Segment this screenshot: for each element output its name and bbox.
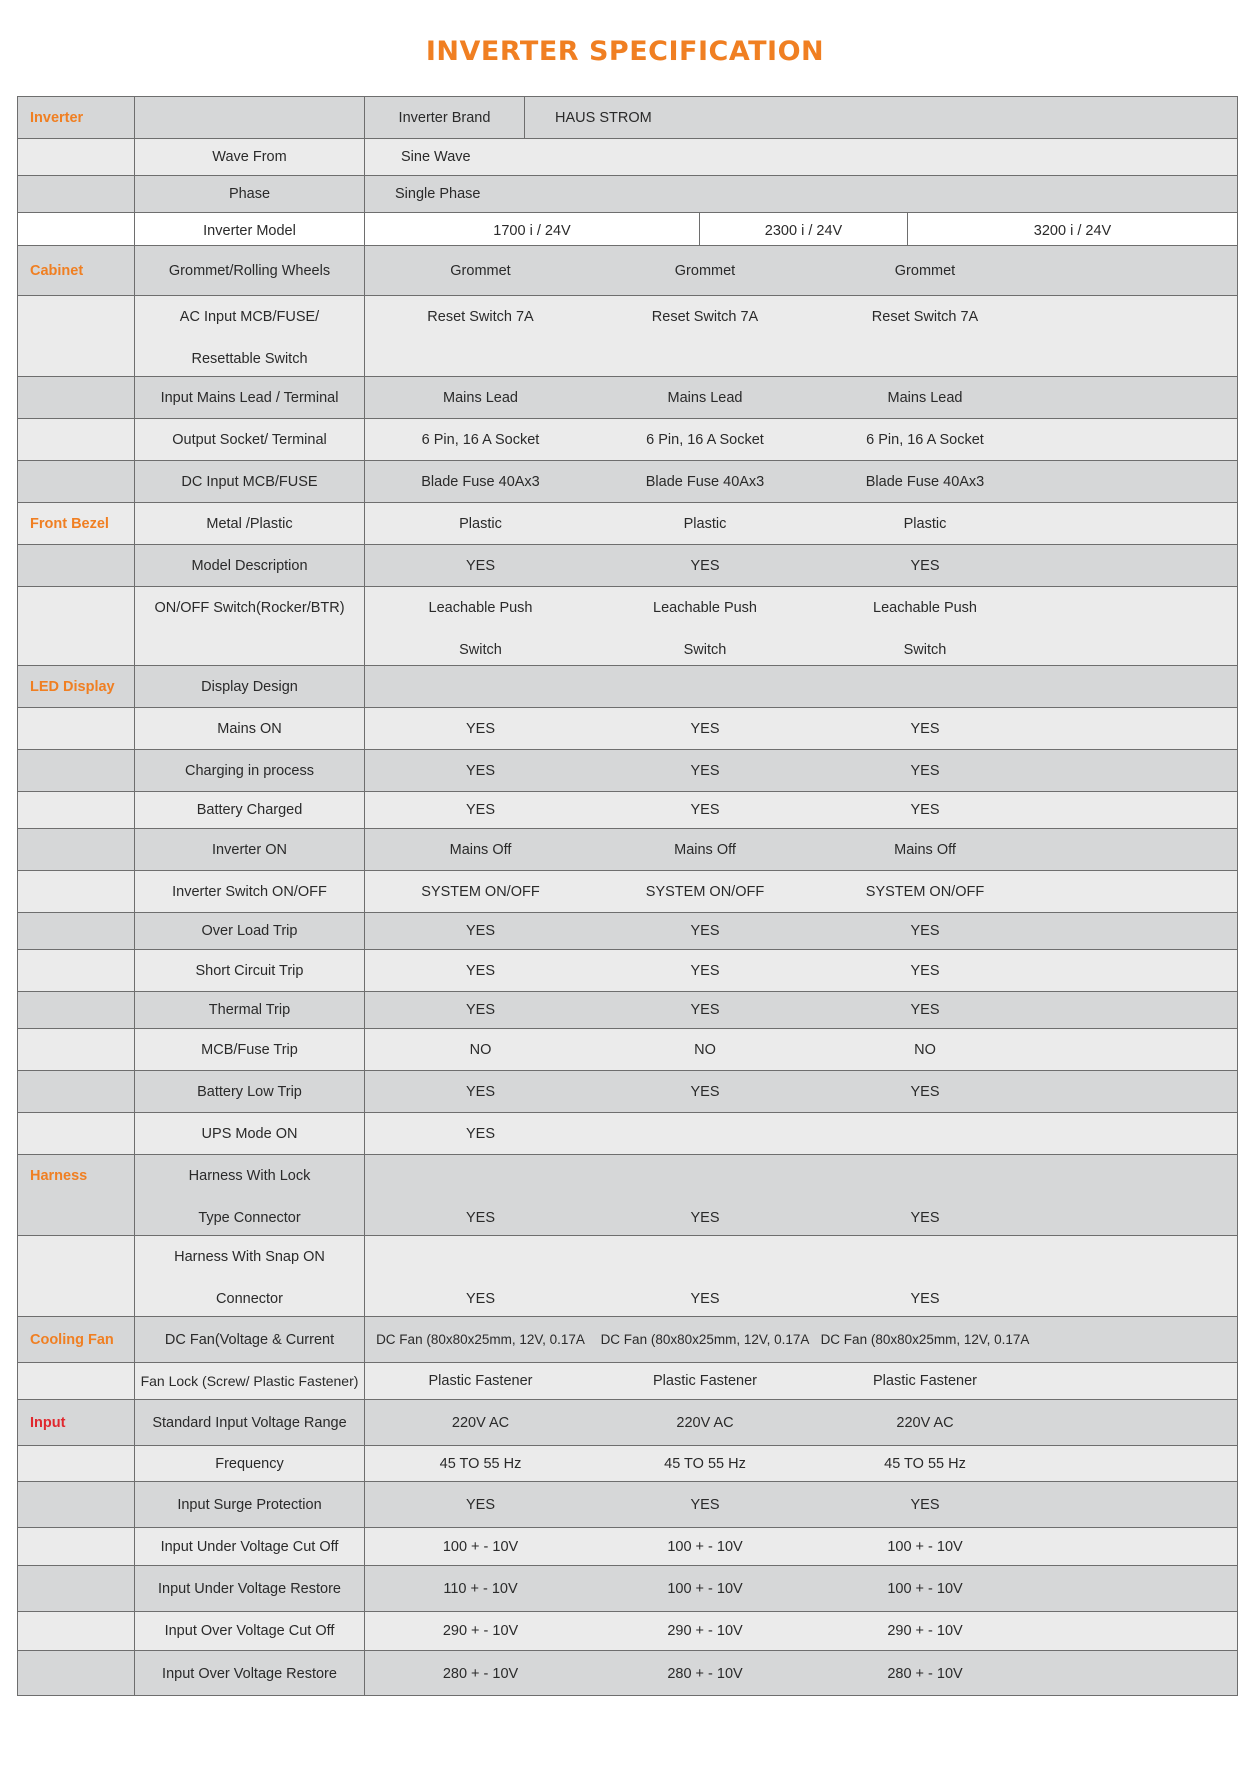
table-row bbox=[18, 1154, 1237, 1235]
section-label bbox=[18, 1651, 134, 1695]
table-row bbox=[18, 749, 1237, 791]
feature-label: Output Socket/ Terminal bbox=[134, 419, 364, 460]
value-2300: Plastic Fastener bbox=[653, 1373, 757, 1389]
section-label: Input bbox=[30, 1415, 66, 1431]
section-label bbox=[18, 950, 134, 991]
value-2300: YES bbox=[690, 558, 720, 574]
feature-label: Over Load Trip bbox=[134, 913, 364, 949]
model-3200: 3200 i / 24V bbox=[907, 213, 1237, 245]
value-line-1: Leachable Push bbox=[428, 600, 533, 616]
feature-label: Input Under Voltage Restore bbox=[134, 1566, 364, 1611]
table-row bbox=[18, 991, 1237, 1028]
value-line-2: Switch bbox=[459, 642, 502, 658]
value-3200: YES bbox=[910, 1497, 940, 1513]
table-row bbox=[18, 912, 1237, 949]
table-row bbox=[18, 1527, 1237, 1565]
value-line-2: YES bbox=[465, 1210, 495, 1226]
feature-label: Input Over Voltage Restore bbox=[134, 1651, 364, 1695]
value-line-1 bbox=[596, 1155, 814, 1197]
table-row bbox=[18, 1070, 1237, 1112]
feature-label bbox=[134, 296, 364, 376]
value-3200: 45 TO 55 Hz bbox=[884, 1456, 966, 1472]
table-row bbox=[18, 791, 1237, 828]
feature-line-1: AC Input MCB/FUSE/ bbox=[179, 309, 320, 325]
feature-label: Battery Low Trip bbox=[134, 1071, 364, 1112]
section-label bbox=[18, 213, 134, 245]
value-1700: YES bbox=[364, 1071, 596, 1112]
value-line-1 bbox=[365, 1155, 596, 1197]
value-2300: 6 Pin, 16 A Socket bbox=[646, 432, 764, 448]
value-3200: 290 + - 10V bbox=[887, 1623, 963, 1639]
feature-line-1: Harness With Snap ON bbox=[174, 1249, 325, 1265]
feature-label: Grommet/Rolling Wheels bbox=[134, 246, 364, 295]
feature-label: Input Mains Lead / Terminal bbox=[134, 377, 364, 418]
value-1700: 100 + - 10V bbox=[364, 1528, 596, 1565]
model-2300: 2300 i / 24V bbox=[699, 213, 907, 245]
table-row bbox=[18, 1481, 1237, 1527]
value-1700 bbox=[364, 587, 596, 665]
section-label bbox=[18, 377, 134, 418]
value-1700: YES bbox=[364, 545, 596, 586]
section-label: LED Display bbox=[30, 679, 115, 695]
value-2300: YES bbox=[690, 802, 720, 818]
feature-value: Single Phase bbox=[364, 176, 1237, 212]
value-2300: 220V AC bbox=[676, 1415, 734, 1431]
value-2300: 45 TO 55 Hz bbox=[664, 1456, 746, 1472]
value-3200: Mains Lead bbox=[887, 390, 963, 406]
value-3200: 280 + - 10V bbox=[887, 1666, 963, 1682]
table-row bbox=[18, 1611, 1237, 1650]
value-2300: YES bbox=[690, 1002, 720, 1018]
value-3200: SYSTEM ON/OFF bbox=[865, 884, 985, 900]
feature-label: Charging in process bbox=[134, 750, 364, 791]
feature-label: Standard Input Voltage Range bbox=[134, 1400, 364, 1445]
feature-label: Inverter Switch ON/OFF bbox=[134, 871, 364, 912]
section-label: Front Bezel bbox=[30, 516, 109, 532]
value-1700: 220V AC bbox=[364, 1400, 596, 1445]
feature-label bbox=[134, 1236, 364, 1316]
value-1700 bbox=[364, 1236, 596, 1316]
value-line-1: Leachable Push bbox=[653, 600, 757, 616]
value-2300: 290 + - 10V bbox=[667, 1623, 743, 1639]
value-3200: 100 + - 10V bbox=[887, 1539, 963, 1555]
value-1700: 110 + - 10V bbox=[364, 1566, 596, 1611]
value-3200: 6 Pin, 16 A Socket bbox=[866, 432, 984, 448]
value-2300 bbox=[596, 1155, 814, 1235]
value-1700: YES bbox=[364, 950, 596, 991]
model-1700: 1700 i / 24V bbox=[364, 213, 699, 245]
value-2300: Grommet bbox=[674, 263, 736, 279]
value-line-2: YES bbox=[910, 1210, 940, 1226]
value-1700: YES bbox=[364, 792, 596, 828]
value-1700: Mains Lead bbox=[364, 377, 596, 418]
value-3200: Reset Switch 7A bbox=[871, 309, 979, 325]
feature-label: Input Surge Protection bbox=[134, 1482, 364, 1527]
value-1700: NO bbox=[364, 1029, 596, 1070]
table-row bbox=[18, 544, 1237, 586]
table-row bbox=[18, 502, 1237, 544]
value-1700: YES bbox=[364, 750, 596, 791]
value-2300: DC Fan (80x80x25mm, 12V, 0.17A bbox=[600, 1332, 810, 1347]
table-row bbox=[18, 138, 1237, 175]
section-label bbox=[18, 792, 134, 828]
value-2300: Mains Lead bbox=[667, 390, 743, 406]
value-1700: 290 + - 10V bbox=[364, 1612, 596, 1650]
section-label bbox=[18, 1446, 134, 1481]
value-3200: 100 + - 10V bbox=[887, 1581, 963, 1597]
table-row bbox=[18, 175, 1237, 212]
value-2300: Blade Fuse 40Ax3 bbox=[645, 474, 765, 490]
feature-value bbox=[364, 666, 1237, 707]
table-row bbox=[18, 1362, 1237, 1399]
feature-label: Input Over Voltage Cut Off bbox=[134, 1612, 364, 1650]
value-3200: YES bbox=[910, 1084, 940, 1100]
value-3200 bbox=[814, 1155, 1036, 1235]
value-2300: YES bbox=[690, 923, 720, 939]
feature-label: ON/OFF Switch(Rocker/BTR) bbox=[134, 587, 364, 665]
feature-line-1: Harness With Lock bbox=[188, 1168, 311, 1184]
value-line-1 bbox=[814, 1155, 1036, 1197]
table-row bbox=[18, 96, 1237, 138]
section-label bbox=[18, 1566, 134, 1611]
value-2300: YES bbox=[690, 1084, 720, 1100]
feature-label: Short Circuit Trip bbox=[134, 950, 364, 991]
value-3200: YES bbox=[910, 1002, 940, 1018]
section-label bbox=[18, 587, 134, 665]
feature-label bbox=[134, 97, 364, 138]
section-label bbox=[18, 871, 134, 912]
value-line-2: Switch bbox=[903, 642, 947, 658]
table-row bbox=[18, 1445, 1237, 1481]
value-line-2: YES bbox=[910, 1291, 940, 1307]
value-3200: Grommet bbox=[894, 263, 956, 279]
value-2300: 280 + - 10V bbox=[667, 1666, 743, 1682]
value-3200 bbox=[814, 587, 1036, 665]
value-line-2: Switch bbox=[683, 642, 727, 658]
value-3200: Plastic bbox=[903, 516, 947, 532]
table-row bbox=[18, 460, 1237, 502]
value-3200 bbox=[814, 1113, 1036, 1154]
value-2300: YES bbox=[690, 721, 720, 737]
feature-label: Inverter ON bbox=[134, 829, 364, 870]
section-label: Cabinet bbox=[30, 263, 84, 279]
feature-label: Wave From bbox=[134, 139, 364, 175]
section-label bbox=[18, 1071, 134, 1112]
feature-label: Model Description bbox=[134, 545, 364, 586]
table-row bbox=[18, 1316, 1237, 1362]
section-label bbox=[18, 1612, 134, 1650]
table-row bbox=[18, 707, 1237, 749]
table-row bbox=[18, 1650, 1237, 1696]
section-label bbox=[18, 1528, 134, 1565]
table-row bbox=[18, 1235, 1237, 1316]
table-row bbox=[18, 949, 1237, 991]
table-row bbox=[18, 665, 1237, 707]
feature-label: Display Design bbox=[134, 666, 364, 707]
value-3200: YES bbox=[910, 763, 940, 779]
value-1700: Plastic bbox=[364, 503, 596, 544]
value-1700: Grommet bbox=[364, 246, 596, 295]
feature-label: Fan Lock (Screw/ Plastic Fastener) bbox=[134, 1363, 364, 1399]
feature-label: MCB/Fuse Trip bbox=[134, 1029, 364, 1070]
value-3200: Blade Fuse 40Ax3 bbox=[865, 474, 985, 490]
feature-line-2: Resettable Switch bbox=[191, 351, 308, 367]
brand-value: HAUS STROM bbox=[524, 97, 1237, 138]
section-label bbox=[18, 139, 134, 175]
value-2300: NO bbox=[694, 1042, 716, 1058]
value-1700: YES bbox=[364, 1482, 596, 1527]
section-label bbox=[18, 992, 134, 1028]
feature-label: Mains ON bbox=[134, 708, 364, 749]
value-1700: 6 Pin, 16 A Socket bbox=[364, 419, 596, 460]
value-3200: YES bbox=[910, 802, 940, 818]
value-3200: DC Fan (80x80x25mm, 12V, 0.17A bbox=[820, 1332, 1030, 1347]
table-row bbox=[18, 245, 1237, 295]
table-row bbox=[18, 212, 1237, 245]
value-2300: YES bbox=[690, 1497, 720, 1513]
feature-label: Frequency bbox=[134, 1446, 364, 1481]
section-label bbox=[18, 829, 134, 870]
value-3200: YES bbox=[910, 558, 940, 574]
table-row bbox=[18, 586, 1237, 665]
feature-label: DC Input MCB/FUSE bbox=[134, 461, 364, 502]
value-1700: DC Fan (80x80x25mm, 12V, 0.17A bbox=[364, 1317, 596, 1362]
value-2300 bbox=[596, 1113, 814, 1154]
value-2300: Plastic bbox=[683, 516, 727, 532]
value-1700: Plastic Fastener bbox=[364, 1363, 596, 1399]
feature-label: Phase bbox=[134, 176, 364, 212]
value-1700: YES bbox=[364, 992, 596, 1028]
value-3200: Plastic Fastener bbox=[873, 1373, 977, 1389]
value-3200: Mains Off bbox=[894, 842, 956, 858]
feature-label: Battery Charged bbox=[134, 792, 364, 828]
value-2300: YES bbox=[690, 763, 720, 779]
value-1700: Blade Fuse 40Ax3 bbox=[364, 461, 596, 502]
spec-table bbox=[17, 96, 1238, 1696]
feature-label: Thermal Trip bbox=[134, 992, 364, 1028]
feature-label: Inverter Model bbox=[134, 213, 364, 245]
value-2300: Mains Off bbox=[674, 842, 736, 858]
section-label bbox=[18, 750, 134, 791]
feature-label: Input Under Voltage Cut Off bbox=[134, 1528, 364, 1565]
section-label bbox=[18, 296, 134, 376]
table-row bbox=[18, 418, 1237, 460]
value-line-1 bbox=[814, 1236, 1036, 1278]
section-label bbox=[18, 913, 134, 949]
table-row bbox=[18, 828, 1237, 870]
value-2300 bbox=[596, 587, 814, 665]
value-line-2: YES bbox=[465, 1291, 495, 1307]
value-3200: YES bbox=[910, 963, 940, 979]
feature-value: Sine Wave bbox=[364, 139, 1237, 175]
table-row bbox=[18, 1028, 1237, 1070]
value-2300: 100 + - 10V bbox=[667, 1581, 743, 1597]
section-label bbox=[18, 1029, 134, 1070]
value-1700: Mains Off bbox=[364, 829, 596, 870]
table-row bbox=[18, 1112, 1237, 1154]
feature-line-2: Type Connector bbox=[198, 1210, 301, 1226]
table-row bbox=[18, 1399, 1237, 1445]
feature-label bbox=[134, 1155, 364, 1235]
section-label bbox=[18, 1113, 134, 1154]
page-title: INVERTER SPECIFICATION bbox=[425, 36, 825, 67]
value-1700: 280 + - 10V bbox=[364, 1651, 596, 1695]
value-1700: YES bbox=[364, 1113, 596, 1154]
value-1700 bbox=[364, 1155, 596, 1235]
value-2300: YES bbox=[690, 963, 720, 979]
section-label bbox=[18, 176, 134, 212]
section-label bbox=[18, 1236, 134, 1316]
table-row bbox=[18, 295, 1237, 376]
section-label: Inverter bbox=[30, 110, 84, 126]
value-2300: 100 + - 10V bbox=[667, 1539, 743, 1555]
value-3200: 220V AC bbox=[896, 1415, 954, 1431]
table-row bbox=[18, 870, 1237, 912]
value-line-2: YES bbox=[690, 1210, 720, 1226]
section-label bbox=[18, 545, 134, 586]
section-label: Cooling Fan bbox=[30, 1332, 114, 1348]
value-3200: YES bbox=[910, 923, 940, 939]
feature-label: UPS Mode ON bbox=[134, 1113, 364, 1154]
value-1700: SYSTEM ON/OFF bbox=[364, 871, 596, 912]
value-2300: SYSTEM ON/OFF bbox=[645, 884, 765, 900]
table-row bbox=[18, 376, 1237, 418]
section-label bbox=[18, 419, 134, 460]
value-line-1 bbox=[596, 1236, 814, 1278]
value-3200: NO bbox=[914, 1042, 936, 1058]
feature-label: Metal /Plastic bbox=[134, 503, 364, 544]
feature-label: DC Fan(Voltage & Current bbox=[134, 1317, 364, 1362]
value-line-1 bbox=[365, 1236, 596, 1278]
section-label bbox=[18, 1363, 134, 1399]
value-line-2: YES bbox=[690, 1291, 720, 1307]
brand-label: Inverter Brand bbox=[364, 97, 524, 138]
value-3200: YES bbox=[910, 721, 940, 737]
value-line-1: Leachable Push bbox=[873, 600, 977, 616]
value-1700: YES bbox=[364, 708, 596, 749]
value-1700: 45 TO 55 Hz bbox=[364, 1446, 596, 1481]
value-3200 bbox=[814, 1236, 1036, 1316]
section-label bbox=[18, 708, 134, 749]
value-2300 bbox=[596, 1236, 814, 1316]
section-label: Harness bbox=[30, 1168, 88, 1184]
value-1700: Reset Switch 7A bbox=[364, 296, 596, 376]
section-label bbox=[18, 461, 134, 502]
feature-line-2: Connector bbox=[216, 1291, 283, 1307]
value-2300: Reset Switch 7A bbox=[651, 309, 759, 325]
table-row bbox=[18, 1565, 1237, 1611]
value-1700: YES bbox=[364, 913, 596, 949]
section-label bbox=[18, 1482, 134, 1527]
